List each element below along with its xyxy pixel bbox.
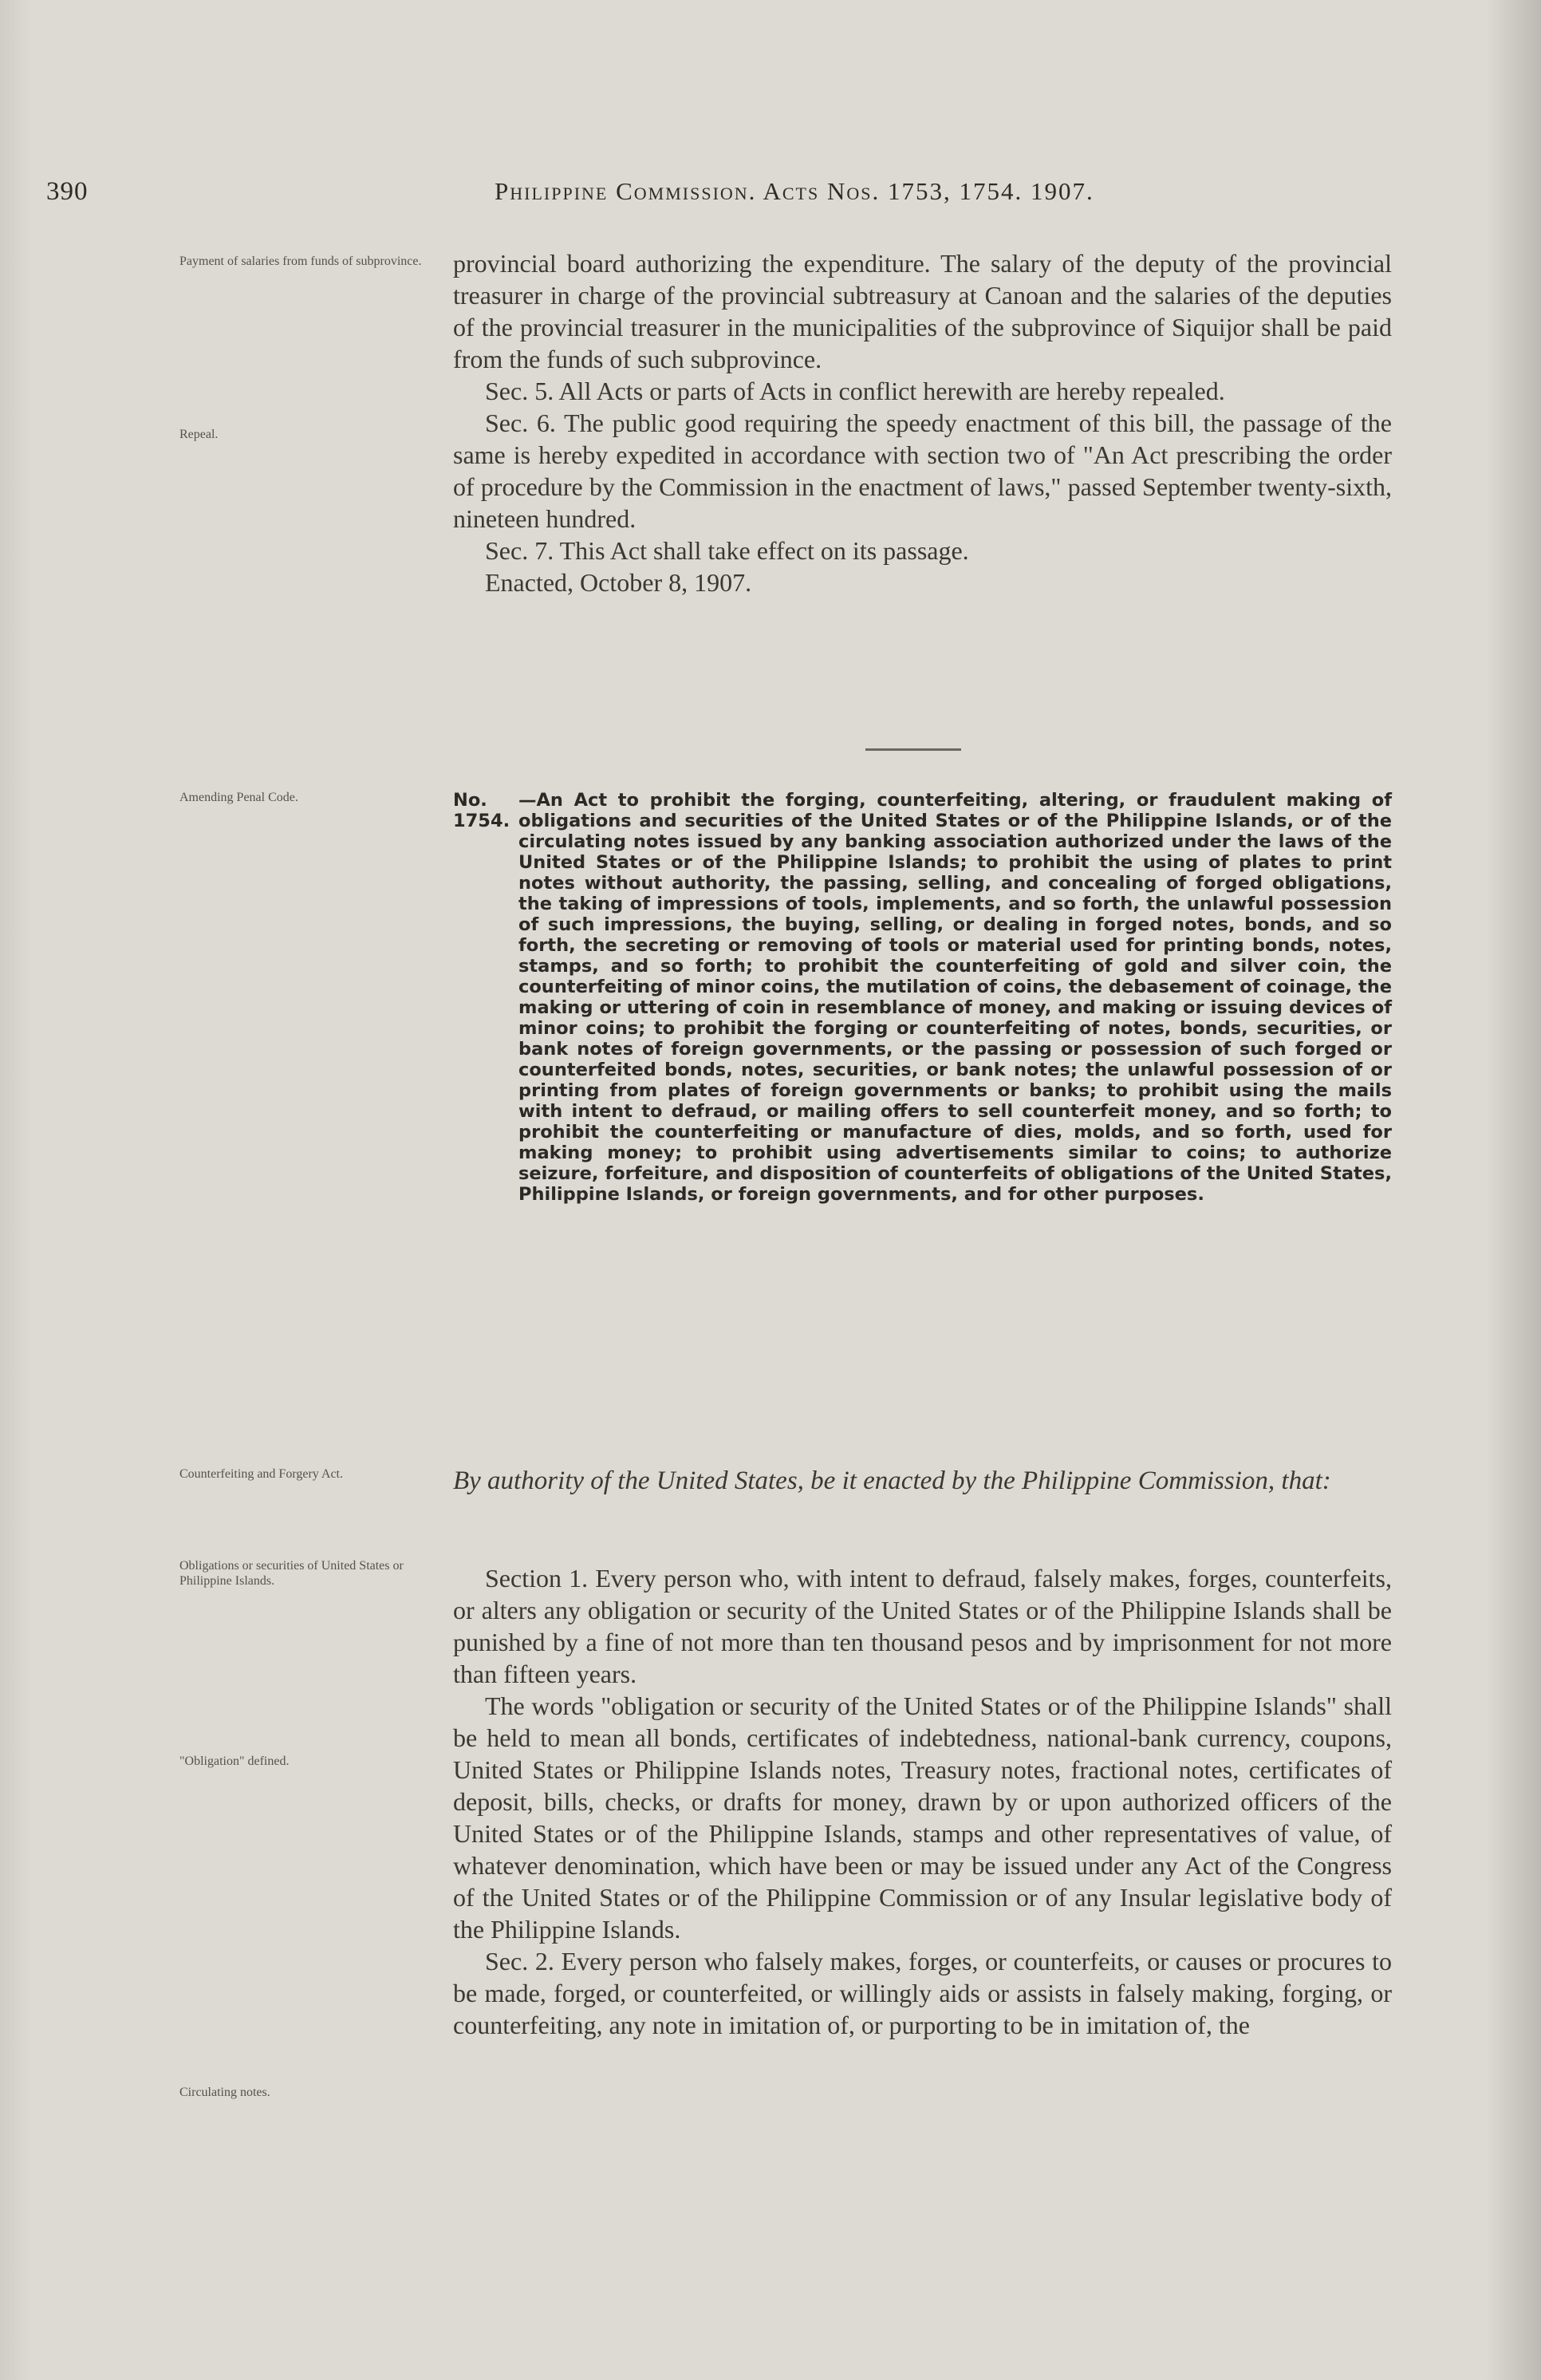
margin-note-payment: Payment of salaries from funds of subprovince. — [179, 255, 422, 268]
act-title-text: —An Act to prohibit the forging, counterfeiting, altering, or fraudulent making of obligations and securities of the United States or of the Philippine Islands, or of the circulating notes issued by any banking association authorized under the laws of the United States or of the Philippine Islands; to prohibit the using of plates to print notes without authority, the passing, selling, and concealing of forged obligations, the taking of impressions of tools, implements, and so forth, the unlawful possession of such impressions, the buying, selling, or dealing in forged notes, bonds, and so forth, the secreting or removing of tools or material used for printing bonds, notes, stamps, and so forth; to prohibit the counterfeiting of gold and silver coin, the counterfeiting of minor coins, the mutilation of coins, the debasement of coinage, the making or uttering of coin in resemblance of money, and making or issuing devices of minor coins; to prohibit the forging or counterfeiting of notes, bonds, securities, or bank notes of foreign governments, or the passing or possession of such forged or counterfeited bonds, notes, securities, or bank notes; the unlawful possession of or printing from plates of foreign governments or banks; to prohibit using the mails with intent to defraud, or mailing offers to sell counterfeit money, and so forth; to prohibit the counterfeiting or manufacture of dies, molds, and so forth, used for making money; to prohibit using advertisements similar to coins; to authorize seizure, forfeiture, and disposition of counterfeits of obligations of the United States, Philippine Islands, or foreign governments, and for other purposes. — [518, 790, 1392, 1205]
act-number: No. 1754. — [453, 790, 510, 831]
section-5: Sec. 5. All Acts or parts of Acts in conflict herewith are hereby repealed. — [485, 377, 1225, 405]
margin-note-circulating: Circulating notes. — [179, 2086, 270, 2099]
paragraph-salaries: provincial board authorizing the expenditure. The salary of the deputy of the provincial treasurer in charge of the provincial subtreasury at Canoan and the salaries of the deputies of the provincial treasurer in the municipalities of the subprovince of Siquijor shall be paid from the funds of such subprovince. — [453, 249, 1392, 373]
previous-act-text — [453, 247, 1392, 598]
margin-note-amending: Amending Penal Code. — [179, 791, 298, 804]
page-header — [0, 177, 1541, 209]
scan-shadow — [0, 0, 32, 2380]
section-6: Sec. 6. The public good requiring the speedy enactment of this bill, the passage of the same is hereby expedited in accordance with section two of "An Act prescribing the order of procedure by the Commission in the enactment of laws," passed September twenty-sixth, nineteen hundred. — [453, 409, 1392, 533]
scan-edge-shadow — [1485, 0, 1541, 2380]
running-head: Philippine Commission. Acts Nos. 1753, 1754. 1907. — [495, 177, 1094, 205]
margin-note-counterfeiting: Counterfeiting and Forgery Act. — [179, 1467, 343, 1481]
margin-note-obligation-defined: "Obligation" defined. — [179, 1754, 290, 1768]
act-1754-body — [453, 1562, 1392, 2041]
obligation-definition: The words "obligation or security of the United States or of the Philippine Islands" shall be held to mean all bonds, certificates of indebtedness, national-bank currency, coupons, United States or Philippine Islands notes, Treasury notes, fractional notes, certificates of deposit, bills, checks, or drafts for money, drawn by or upon authorized officers of the United States or of the Philippine Islands, stamps and other representatives of value, of whatever denomination, which have been or may be issued under any Act of the Congress of the United States or of the Philippine Commission or of any Insular legislative body of the Philippine Islands. — [453, 1691, 1392, 1944]
act-1754-title — [453, 790, 1392, 1205]
margin-note-obligations: Obligations or securities of United States or Philippine Islands. — [179, 1559, 404, 1588]
margin-note-repeal: Repeal. — [179, 428, 219, 441]
enacted-date: Enacted, October 8, 1907. — [485, 568, 752, 597]
section-7: Sec. 7. This Act shall take effect on its passage. — [485, 536, 969, 565]
section-1: Section 1. Every person who, with intent to defraud, falsely makes, forges, counterfeits, or alters any obligation or security of the United States or of the Philippine Islands shall be punished by a fine of not more than ten thousand pesos and by imprisonment for not more than fifteen years. — [453, 1564, 1392, 1688]
enacting-clause: By authority of the United States, be it enacted by the Philippine Commission, that: — [453, 1466, 1331, 1495]
section-2: Sec. 2. Every person who falsely makes, forges, or counterfeits, or causes or procures to be made, forged, or counterfeited, or willingly aids or assists in falsely making, forging, or counterfeiting, any note in imitation of, or purporting to be in imitation of, the — [453, 1947, 1392, 2039]
section-divider — [865, 748, 961, 751]
page-number: 390 — [46, 177, 89, 206]
